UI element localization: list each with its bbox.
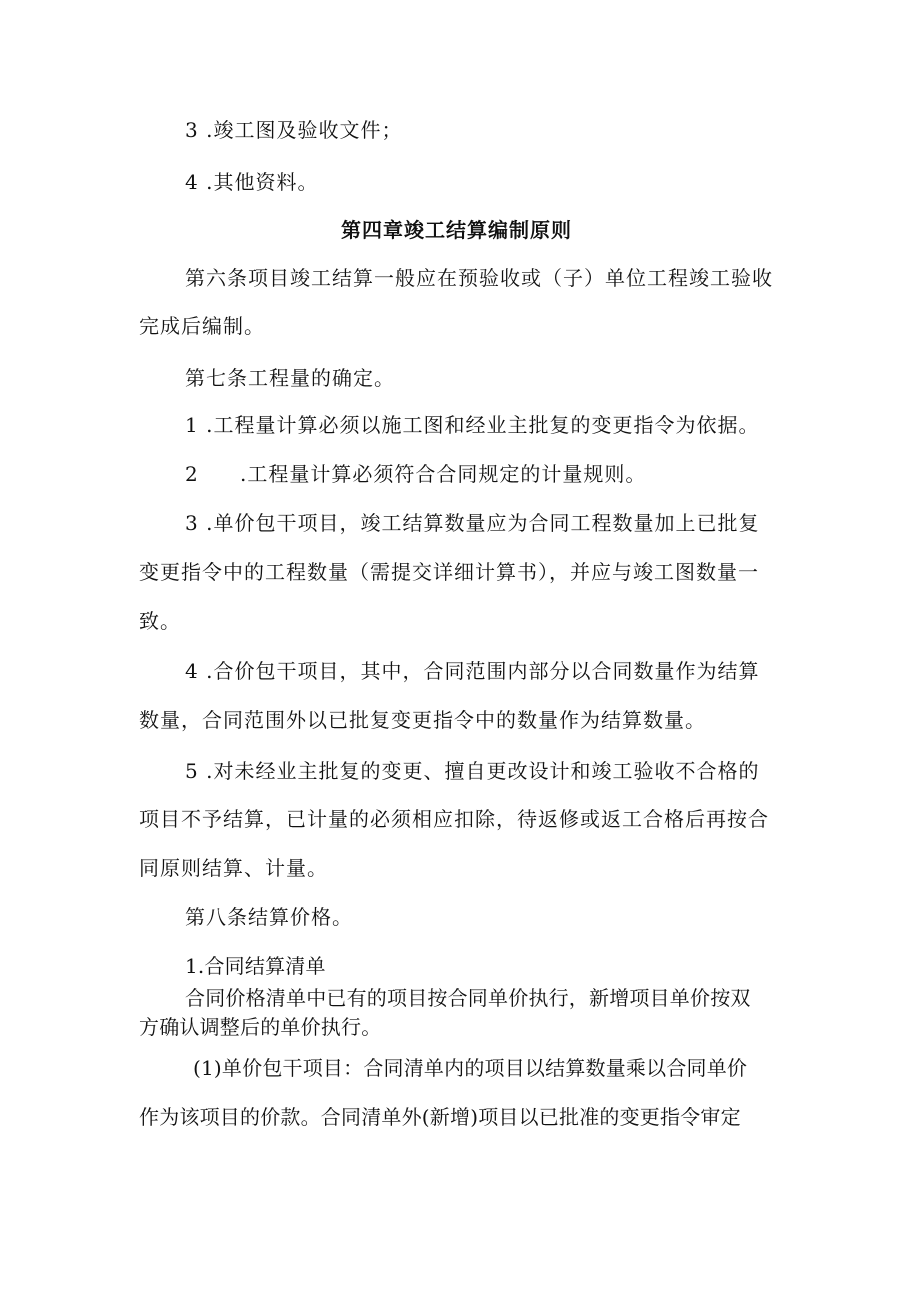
article-7-item-2-text: .工程量计算必须符合合同规定的计量规则。 xyxy=(240,462,647,486)
article-7-item-3-line-1: 3 .单价包干项目，竣工结算数量应为合同工程数量加上已批复 xyxy=(185,511,760,535)
article-8-item-1-line-1: 合同价格清单中已有的项目按合同单价执行，新增项目单价按双 xyxy=(185,986,751,1010)
paragraph-item-3: 3 .竣工图及验收文件； xyxy=(185,118,403,142)
article-8-item-1-line-2: 方确认调整后的单价执行。 xyxy=(139,1015,382,1039)
article-8-title: 第八条结算价格。 xyxy=(185,905,353,929)
article-6-line-2: 完成后编制。 xyxy=(139,314,265,338)
article-7-item-5-line-3: 同原则结算、计量。 xyxy=(139,856,328,880)
chapter-heading: 第四章竣工结算编制原则 xyxy=(341,218,572,242)
article-7-item-5-line-1: 5 .对未经业主批复的变更、擅自更改设计和竣工验收不合格的 xyxy=(185,759,760,783)
article-7-item-3-line-3: 致。 xyxy=(139,609,181,633)
article-7-item-4-line-2: 数量，合同范围外以已批复变更指令中的数量作为结算数量。 xyxy=(139,708,706,732)
article-7-item-3-line-2: 变更指令中的工程数量（需提交详细计算书），并应与竣工图数量一 xyxy=(139,560,759,584)
article-7-item-4-line-1: 4 .合价包干项目，其中，合同范围内部分以合同数量作为结算 xyxy=(185,659,760,683)
article-7-item-5-line-2: 项目不予结算，已计量的必须相应扣除，待返修或返工合格后再按合 xyxy=(139,807,769,831)
article-8-subitem-1-line-1: (1)单价包干项目：合同清单内的项目以结算数量乘以合同单价 xyxy=(193,1056,748,1080)
article-7-title: 第七条工程量的确定。 xyxy=(185,366,395,390)
article-7-item-2-number: 2 xyxy=(185,462,199,486)
article-8-item-1-title: 1.合同结算清单 xyxy=(185,954,326,978)
article-6-line-1: 第六条项目竣工结算一般应在预验收或（子）单位工程竣工验收 xyxy=(185,266,773,290)
article-8-subitem-1-line-2: 作为该项目的价款。合同清单外(新增)项目以已批准的变更指令审定 xyxy=(139,1105,741,1129)
paragraph-item-4: 4 .其他资料。 xyxy=(185,170,319,194)
article-7-item-1: 1 .工程量计算必须以施工图和经业主批复的变更指令为依据。 xyxy=(185,413,760,437)
